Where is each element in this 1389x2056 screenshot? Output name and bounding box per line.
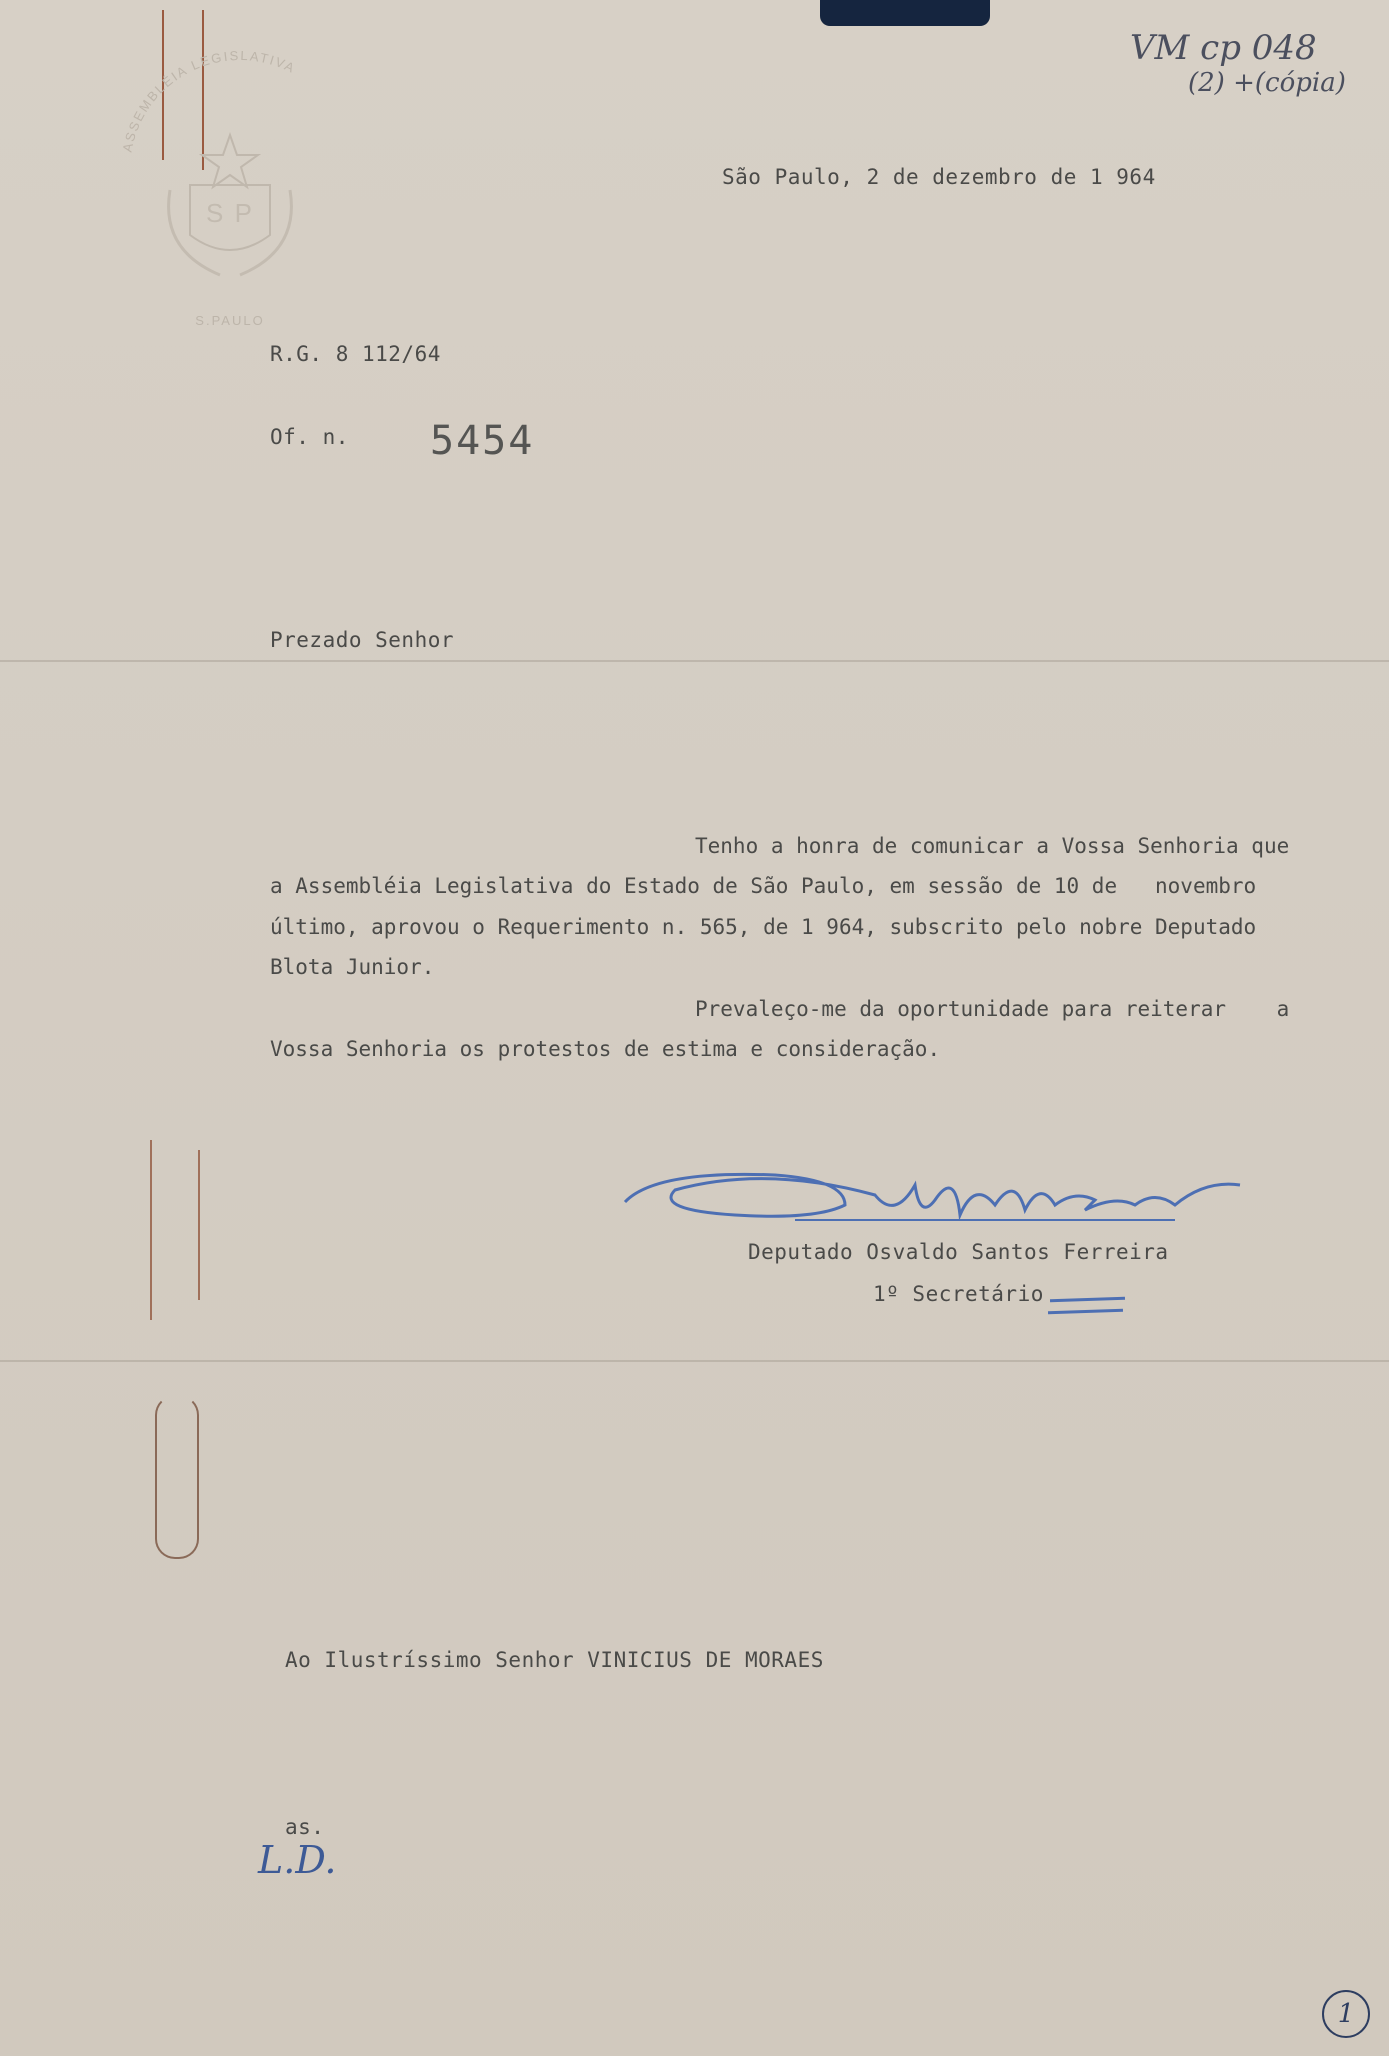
archive-reference-copy: (2) +(cópia) xyxy=(1188,68,1346,98)
page-number-circle xyxy=(1322,1990,1370,2038)
salutation: Prezado Senhor xyxy=(270,628,455,652)
folder-tab xyxy=(820,0,990,26)
body-line: Vossa Senhoria os protestos de estima e consideração. xyxy=(270,1037,941,1061)
fold-line xyxy=(0,660,1389,662)
addressee: Ao Ilustríssimo Senhor VINICIUS DE MORAES xyxy=(285,1648,824,1672)
signatory-title: 1º Secretário xyxy=(873,1282,1044,1306)
embossed-seal xyxy=(110,0,370,330)
signatory-name: Deputado Osvaldo Santos Ferreira xyxy=(748,1240,1169,1264)
underline-mark xyxy=(1050,1297,1125,1303)
seal-letters: S P xyxy=(206,198,254,228)
initials-label: as. xyxy=(285,1815,325,1839)
binding-mark xyxy=(150,1140,152,1320)
body-line: Blota Junior. xyxy=(270,955,435,979)
rg-number: R.G. 8 112/64 xyxy=(270,342,441,366)
place-date: São Paulo, 2 de dezembro de 1 964 xyxy=(722,165,1156,189)
paper-clip-mark xyxy=(155,1395,199,1559)
handwritten-initials: L.D. xyxy=(258,1838,337,1882)
binding-mark xyxy=(198,1150,200,1300)
seal-city: S.PAULO xyxy=(195,313,265,328)
handwritten-signature xyxy=(615,1160,1245,1250)
body-line: Prevaleço-me da oportunidade para reiterar a xyxy=(695,997,1290,1021)
underline-mark xyxy=(1048,1309,1123,1315)
body-line: último, aprovou o Requerimento n. 565, de 1 964, subscrito pelo nobre Deputado xyxy=(270,915,1257,939)
page-number: 1 xyxy=(1337,1999,1355,2029)
fold-line xyxy=(0,1360,1389,1362)
body-line: a Assembléia Legislativa do Estado de São Paulo, em sessão de 10 de novembro xyxy=(270,874,1257,898)
seal-institution-text: ASSEMBLÉIA LEGISLATIVA xyxy=(119,47,299,154)
oficio-label: Of. n. xyxy=(270,425,349,449)
body-line: Tenho a honra de comunicar a Vossa Senhoria que xyxy=(695,834,1290,858)
archive-reference: VM cp 048 xyxy=(1130,28,1317,68)
oficio-number-stamp: 5454 xyxy=(430,418,535,464)
